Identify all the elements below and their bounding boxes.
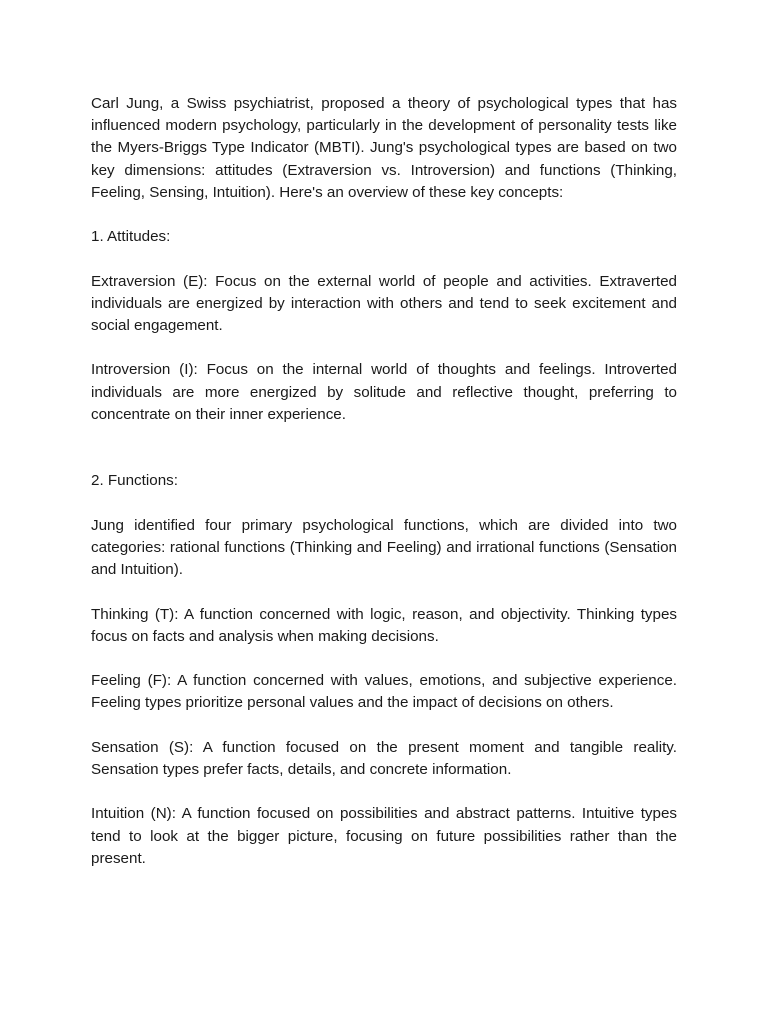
section-heading-attitudes: 1. Attitudes: (91, 228, 171, 246)
document-body (91, 93, 677, 870)
thinking-paragraph: Thinking (T): A function concerned with logic, reason, and objectivity. Thinking types focus on facts and analysis when making decisions. (91, 605, 677, 645)
spacer (91, 248, 677, 270)
sensation-paragraph: Sensation (S): A function focused on the present moment and tangible reality. Sensation types prefer facts, details, and concrete information. (91, 738, 677, 778)
introversion-paragraph: Introversion (I): Focus on the internal world of thoughts and feelings. Introverted individuals are more energized by solitude and reflective thought, preferring to concentrate on their inner experience. (91, 361, 677, 423)
intro-paragraph: Carl Jung, a Swiss psychiatrist, proposed a theory of psychological types that has influenced modern psychology, particularly in the development of personality tests like the Myers-Briggs Type Indicator (MBTI). Jung's psychological types are based on two key dimensions: attitudes (Extraversion vs. Introversion) and functions (Thinking, Feeling, Sensing, Intuition). Here's an overview of these key concepts: (91, 95, 677, 201)
spacer (91, 581, 677, 603)
feeling-paragraph: Feeling (F): A function concerned with values, emotions, and subjective experience. Feeling types prioritize personal values and the impact of decisions on others. (91, 672, 677, 712)
spacer (91, 781, 677, 803)
spacer (91, 204, 677, 226)
section-heading-functions: 2. Functions: (91, 472, 178, 490)
spacer (91, 648, 677, 670)
functions-intro-paragraph: Jung identified four primary psychological functions, which are divided into two categories: rational functions (Thinking and Feeling) and irrational functions (Sensation and Intuition). (91, 516, 677, 579)
intuition-paragraph: Intuition (N): A function focused on possibilities and abstract patterns. Intuitive types tend to look at the bigger picture, focusing on future possibilities rather than the present. (91, 805, 677, 867)
spacer (91, 715, 677, 737)
spacer (91, 493, 677, 515)
spacer (91, 426, 677, 470)
extraversion-paragraph: Extraversion (E): Focus on the external world of people and activities. Extraverted individuals are energized by interaction with others and tend to seek excitement and social engagement. (91, 272, 677, 334)
spacer (91, 337, 677, 359)
